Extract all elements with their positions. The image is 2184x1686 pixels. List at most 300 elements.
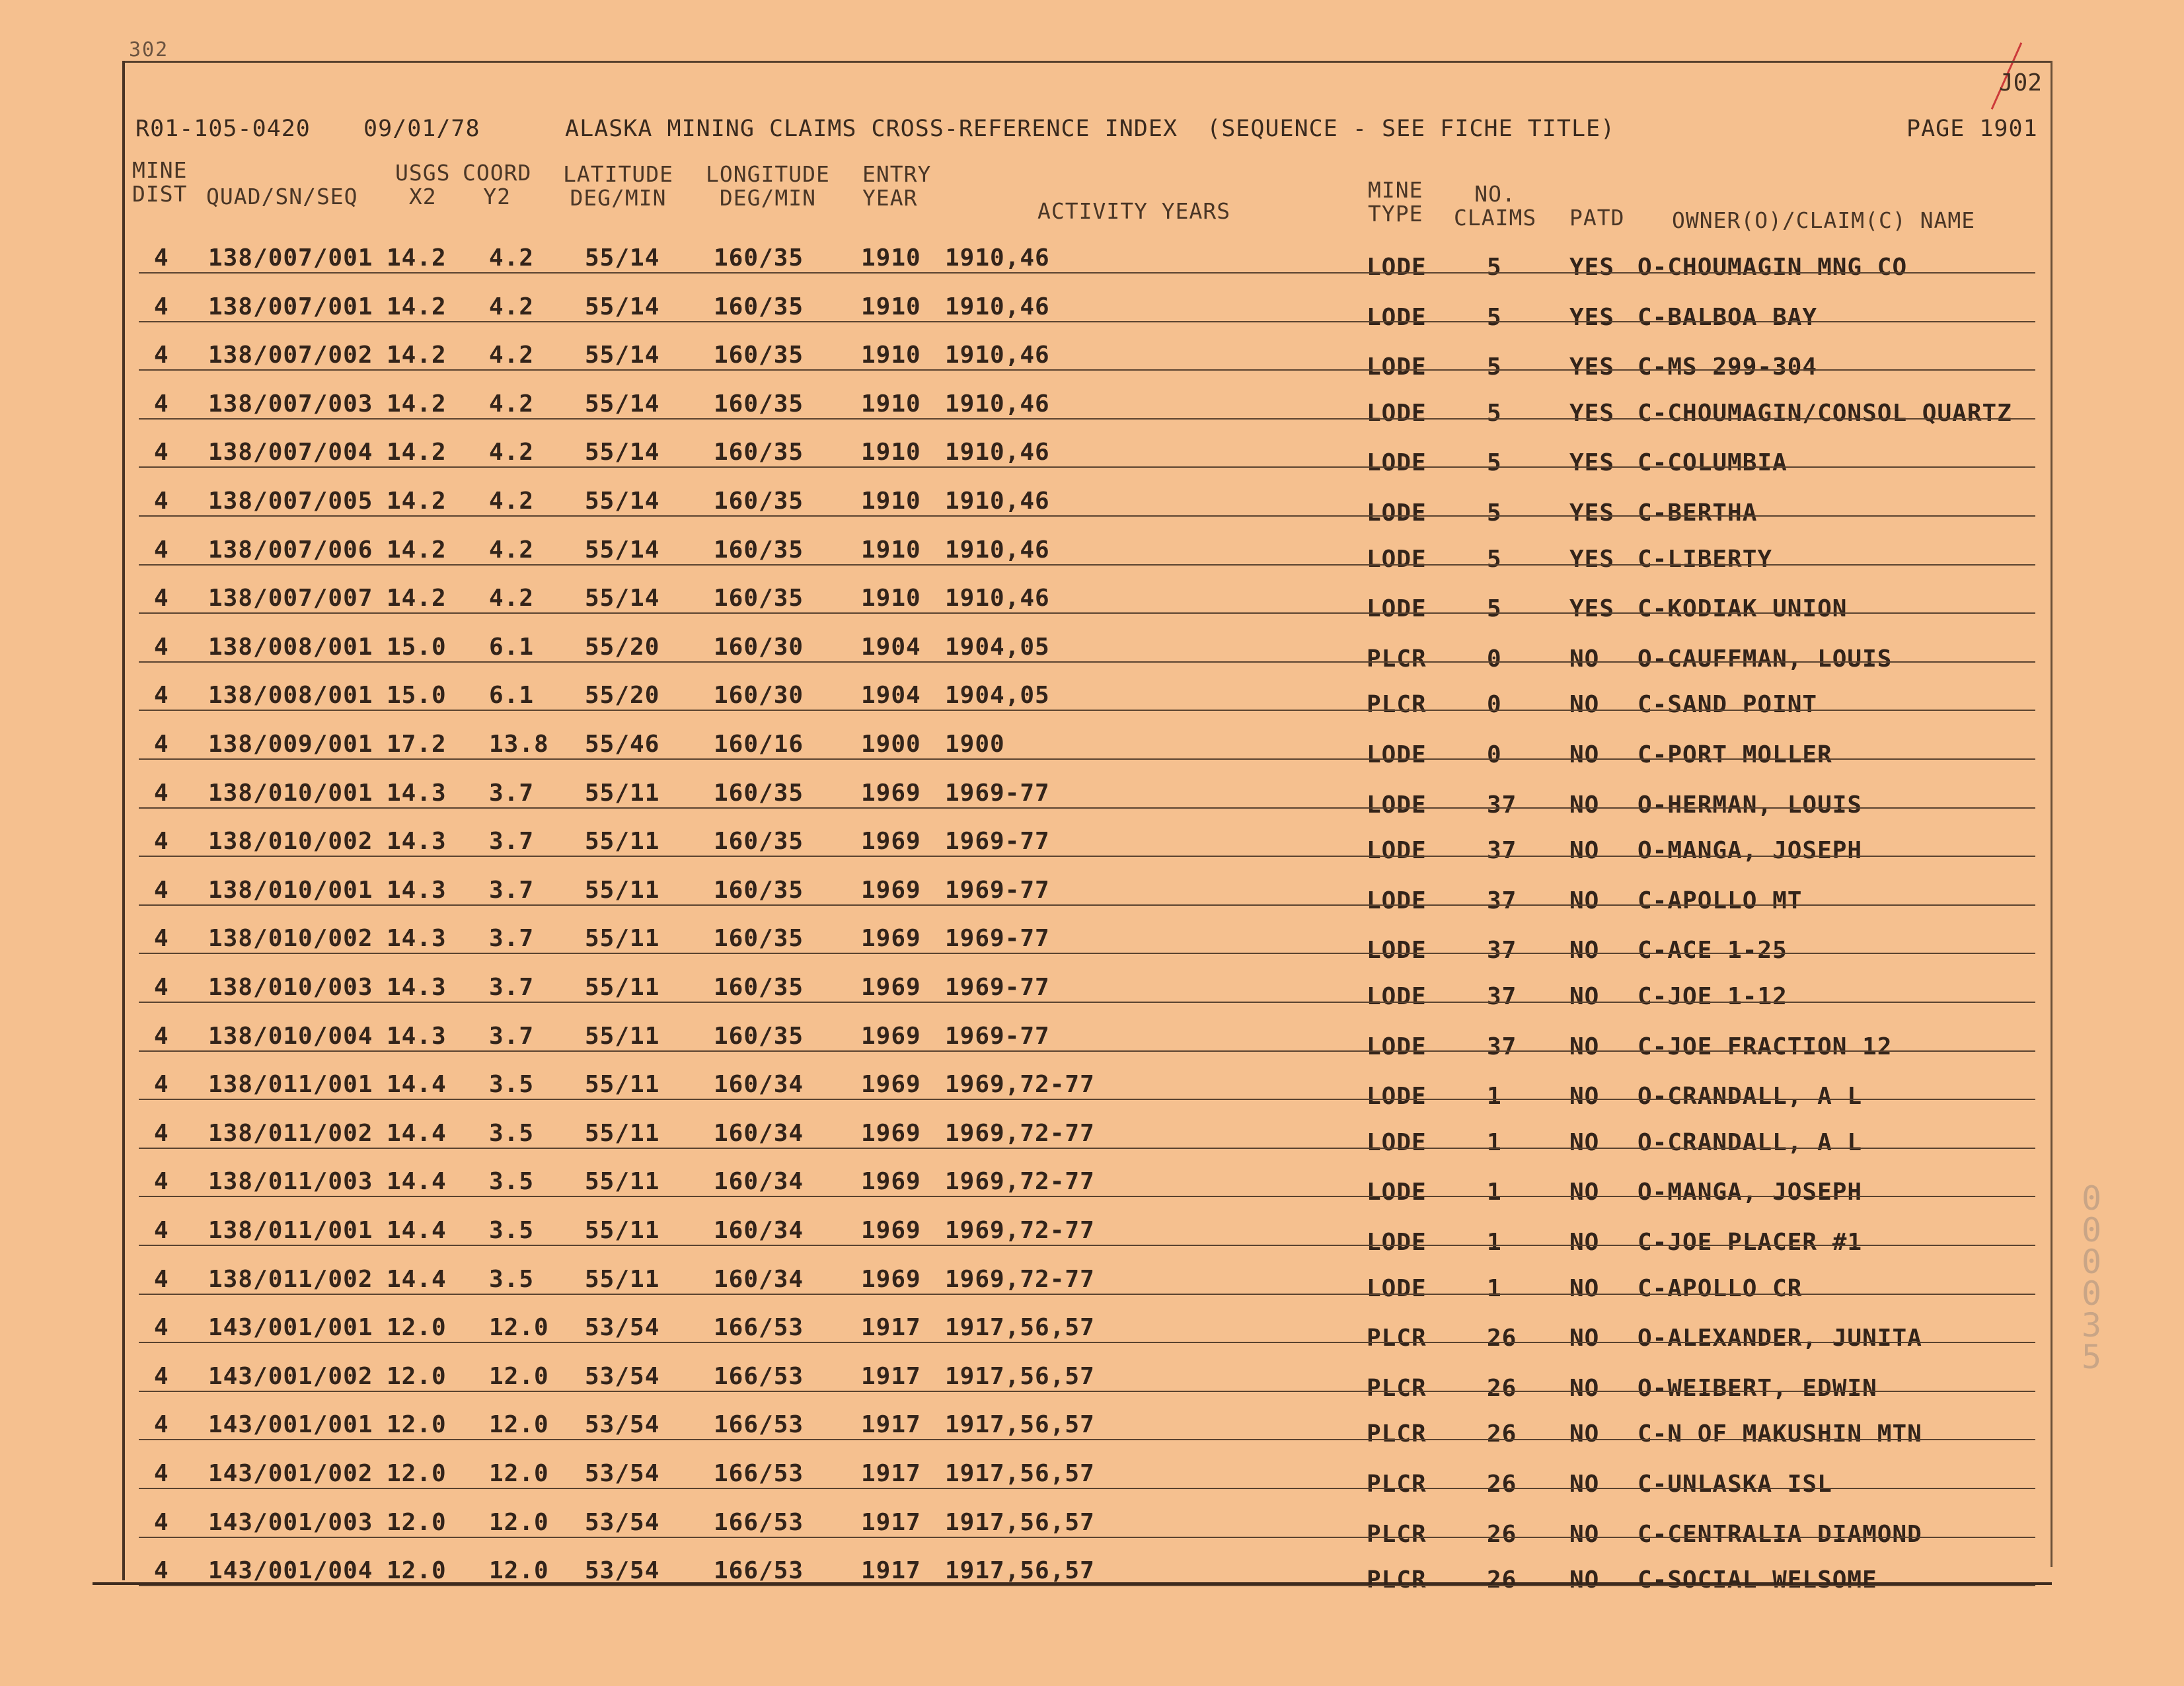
- cell-dist: 4: [154, 731, 169, 758]
- cell-name: C-N OF MAKUSHIN MTN: [1638, 1420, 1922, 1448]
- cell-dist: 4: [154, 293, 169, 320]
- table-row: [0, 1059, 2184, 1111]
- cell-activity: 1969-77: [945, 828, 1050, 856]
- table-row: [0, 573, 2184, 623]
- cell-patd: NO: [1569, 837, 1600, 865]
- cell-lon: 160/35: [714, 585, 804, 612]
- cell-lat: 55/14: [585, 585, 660, 612]
- cell-patd: NO: [1569, 887, 1600, 914]
- cell-lat: 55/11: [585, 1168, 660, 1196]
- cell-type: PLCR: [1367, 1325, 1427, 1352]
- cell-type: LODE: [1367, 1033, 1427, 1060]
- cell-quad: 143/001/004: [208, 1557, 373, 1585]
- cell-name: C-UNLASKA ISL: [1638, 1471, 1832, 1498]
- cell-y2: 3.7: [489, 1022, 535, 1050]
- cell-x2: 14.3: [387, 876, 447, 904]
- row-rule: [139, 1002, 2035, 1003]
- cell-patd: NO: [1569, 1229, 1600, 1256]
- cell-x2: 14.3: [387, 779, 447, 807]
- side-stamp-number: 000035: [2081, 1179, 2102, 1376]
- cell-dist: 4: [154, 682, 169, 710]
- cell-lat: 55/14: [585, 244, 660, 272]
- cell-name: C-ACE 1-25: [1638, 937, 1788, 965]
- cell-type: LODE: [1367, 399, 1427, 427]
- cell-lat: 53/54: [585, 1411, 660, 1439]
- cell-activity: 1969,72-77: [945, 1119, 1095, 1147]
- cell-x2: 14.4: [387, 1265, 447, 1293]
- cell-x2: 14.2: [387, 244, 447, 272]
- cell-quad: 138/010/004: [208, 1022, 373, 1050]
- cell-type: LODE: [1367, 1229, 1427, 1256]
- cell-quad: 138/010/001: [208, 779, 373, 807]
- cell-patd: YES: [1569, 254, 1615, 281]
- row-rule: [139, 1196, 2035, 1197]
- row-rule: [139, 272, 2035, 274]
- cell-activity: 1917,56,57: [945, 1508, 1095, 1536]
- cell-quad: 138/011/002: [208, 1119, 373, 1147]
- cell-name: C-KODIAK UNION: [1638, 595, 1848, 623]
- cell-patd: NO: [1569, 1179, 1600, 1206]
- report-id: R01-105-0420: [135, 116, 311, 142]
- table-row: [0, 281, 2184, 331]
- cell-claims: 37: [1487, 983, 1517, 1010]
- cell-quad: 143/001/002: [208, 1362, 373, 1390]
- cell-patd: YES: [1569, 449, 1615, 477]
- cell-claims: 1: [1487, 1229, 1502, 1256]
- cell-lon: 160/30: [714, 633, 804, 661]
- cell-entry: 1910: [861, 536, 921, 564]
- table-row: [0, 962, 2184, 1010]
- cell-name: O-CRANDALL, A L: [1638, 1128, 1863, 1156]
- cell-claims: 26: [1487, 1566, 1517, 1594]
- cell-lat: 53/54: [585, 1362, 660, 1390]
- table-row: [0, 865, 2184, 914]
- cell-patd: NO: [1569, 1471, 1600, 1498]
- cell-activity: 1910,46: [945, 293, 1050, 320]
- cell-activity: 1969-77: [945, 1022, 1050, 1050]
- cell-dist: 4: [154, 488, 169, 515]
- cell-dist: 4: [154, 342, 169, 369]
- cell-name: O-CAUFFMAN, LOUIS: [1638, 645, 1893, 673]
- col-longitude: LONGITUDE DEG/MIN: [706, 161, 830, 211]
- cell-x2: 15.0: [387, 682, 447, 710]
- cell-claims: 1: [1487, 1274, 1502, 1302]
- cell-type: PLCR: [1367, 645, 1427, 673]
- cell-y2: 4.2: [489, 390, 535, 418]
- cell-lon: 160/35: [714, 390, 804, 418]
- cell-dist: 4: [154, 1168, 169, 1196]
- cell-quad: 138/007/001: [208, 244, 373, 272]
- cell-lon: 160/35: [714, 779, 804, 807]
- cell-lon: 166/53: [714, 1460, 804, 1487]
- cell-lon: 160/34: [714, 1071, 804, 1099]
- cell-lon: 160/35: [714, 293, 804, 320]
- cell-claims: 37: [1487, 791, 1517, 819]
- cell-claims: 37: [1487, 837, 1517, 865]
- row-rule: [139, 1342, 2035, 1343]
- cell-x2: 14.4: [387, 1071, 447, 1099]
- cell-activity: 1910,46: [945, 488, 1050, 515]
- cell-name: C-SOCIAL WELSOME: [1638, 1566, 1877, 1594]
- cell-y2: 6.1: [489, 682, 535, 710]
- cell-claims: 5: [1487, 353, 1502, 381]
- cell-y2: 4.2: [489, 536, 535, 564]
- cell-name: O-WEIBERT, EDWIN: [1638, 1374, 1877, 1402]
- cell-activity: 1910,46: [945, 342, 1050, 369]
- cell-entry: 1969: [861, 779, 921, 807]
- cell-type: LODE: [1367, 353, 1427, 381]
- col-activity-years: ACTIVITY YEARS: [1037, 198, 1231, 224]
- cell-lon: 160/35: [714, 488, 804, 515]
- cell-y2: 3.7: [489, 828, 535, 856]
- row-rule: [139, 904, 2035, 906]
- cell-quad: 138/007/001: [208, 293, 373, 320]
- cell-claims: 5: [1487, 254, 1502, 281]
- cell-lat: 55/14: [585, 488, 660, 515]
- cell-entry: 1969: [861, 1265, 921, 1293]
- table-row: [0, 816, 2184, 865]
- cell-activity: 1910,46: [945, 244, 1050, 272]
- table-row: [0, 1302, 2184, 1352]
- cell-patd: NO: [1569, 983, 1600, 1010]
- cell-lat: 55/14: [585, 390, 660, 418]
- cell-claims: 5: [1487, 449, 1502, 477]
- cell-type: LODE: [1367, 937, 1427, 965]
- cell-entry: 1910: [861, 293, 921, 320]
- cell-lat: 55/11: [585, 876, 660, 904]
- table-row: [0, 719, 2184, 768]
- cell-lon: 160/34: [714, 1217, 804, 1244]
- cell-claims: 26: [1487, 1471, 1517, 1498]
- table-row: [0, 768, 2184, 819]
- cell-dist: 4: [154, 925, 169, 953]
- cell-lon: 160/35: [714, 439, 804, 466]
- cell-activity: 1910,46: [945, 390, 1050, 418]
- row-rule: [139, 1537, 2035, 1538]
- cell-activity: 1969,72-77: [945, 1217, 1095, 1244]
- column-headers: [0, 159, 2184, 231]
- cell-y2: 4.2: [489, 585, 535, 612]
- cell-y2: 12.0: [489, 1508, 549, 1536]
- cell-dist: 4: [154, 244, 169, 272]
- cell-lat: 55/14: [585, 342, 660, 369]
- cell-type: LODE: [1367, 449, 1427, 477]
- cell-lat: 55/46: [585, 731, 660, 758]
- cell-type: PLCR: [1367, 1520, 1427, 1548]
- row-rule: [139, 466, 2035, 468]
- cell-lat: 53/54: [585, 1508, 660, 1536]
- table-row: [0, 379, 2184, 427]
- cell-dist: 4: [154, 1557, 169, 1585]
- cell-lon: 166/53: [714, 1362, 804, 1390]
- cell-quad: 138/010/002: [208, 828, 373, 856]
- col-latitude: LATITUDE DEG/MIN: [563, 161, 673, 211]
- cell-x2: 14.4: [387, 1119, 447, 1147]
- cell-claims: 5: [1487, 595, 1502, 623]
- cell-entry: 1910: [861, 439, 921, 466]
- cell-lon: 160/34: [714, 1265, 804, 1293]
- cell-type: PLCR: [1367, 1374, 1427, 1402]
- cell-patd: NO: [1569, 791, 1600, 819]
- cell-lon: 160/35: [714, 342, 804, 369]
- cell-quad: 143/001/001: [208, 1314, 373, 1342]
- cell-dist: 4: [154, 536, 169, 564]
- cell-y2: 3.7: [489, 925, 535, 953]
- cell-activity: 1969-77: [945, 876, 1050, 904]
- cell-x2: 14.2: [387, 342, 447, 369]
- cell-patd: YES: [1569, 303, 1615, 331]
- cell-y2: 13.8: [489, 731, 549, 758]
- table-row: [0, 1351, 2184, 1402]
- cell-x2: 14.3: [387, 1022, 447, 1050]
- cell-y2: 12.0: [489, 1362, 549, 1390]
- col-patd: PATD: [1569, 205, 1625, 231]
- table-row: [0, 1108, 2184, 1156]
- cell-x2: 15.0: [387, 633, 447, 661]
- cell-dist: 4: [154, 1508, 169, 1536]
- cell-lat: 55/14: [585, 293, 660, 320]
- cell-claims: 37: [1487, 1033, 1517, 1060]
- cell-patd: YES: [1569, 595, 1615, 623]
- cell-lat: 55/11: [585, 1071, 660, 1099]
- cell-type: PLCR: [1367, 1566, 1427, 1594]
- cell-lat: 55/11: [585, 974, 660, 1001]
- cell-dist: 4: [154, 585, 169, 612]
- cell-entry: 1910: [861, 342, 921, 369]
- cell-entry: 1910: [861, 390, 921, 418]
- cell-dist: 4: [154, 876, 169, 904]
- cell-y2: 3.5: [489, 1119, 535, 1147]
- cell-y2: 3.5: [489, 1217, 535, 1244]
- cell-patd: NO: [1569, 1566, 1600, 1594]
- cell-lat: 55/20: [585, 682, 660, 710]
- cell-type: LODE: [1367, 595, 1427, 623]
- col-entry-year: ENTRY YEAR: [862, 161, 932, 211]
- cell-dist: 4: [154, 1411, 169, 1439]
- cell-activity: 1917,56,57: [945, 1411, 1095, 1439]
- cell-type: LODE: [1367, 741, 1427, 768]
- row-rule: [139, 515, 2035, 517]
- row-rule: [139, 807, 2035, 809]
- cell-claims: 5: [1487, 545, 1502, 573]
- cell-claims: 26: [1487, 1520, 1517, 1548]
- cell-name: C-MS 299-304: [1638, 353, 1818, 381]
- cell-y2: 12.0: [489, 1460, 549, 1487]
- cell-patd: YES: [1569, 545, 1615, 573]
- cell-x2: 12.0: [387, 1460, 447, 1487]
- cell-patd: NO: [1569, 691, 1600, 719]
- col-no-claims: NO. CLAIMS: [1454, 181, 1537, 231]
- table-row: [0, 427, 2184, 477]
- cell-claims: 1: [1487, 1179, 1502, 1206]
- cell-entry: 1969: [861, 1119, 921, 1147]
- cell-name: O-MANGA, JOSEPH: [1638, 837, 1863, 865]
- cell-type: LODE: [1367, 1274, 1427, 1302]
- fiche-code: J02: [1999, 69, 2043, 96]
- cell-quad: 138/007/002: [208, 342, 373, 369]
- cell-quad: 138/007/004: [208, 439, 373, 466]
- cell-entry: 1910: [861, 488, 921, 515]
- cell-dist: 4: [154, 1119, 169, 1147]
- cell-name: O-CRANDALL, A L: [1638, 1083, 1863, 1111]
- row-rule: [139, 1050, 2035, 1052]
- cell-type: LODE: [1367, 837, 1427, 865]
- cell-lon: 166/53: [714, 1314, 804, 1342]
- cell-type: PLCR: [1367, 691, 1427, 719]
- cell-name: C-PORT MOLLER: [1638, 741, 1832, 768]
- row-rule: [139, 1294, 2035, 1295]
- cell-quad: 138/011/001: [208, 1071, 373, 1099]
- row-rule: [139, 612, 2035, 614]
- cell-activity: 1917,56,57: [945, 1460, 1095, 1487]
- row-rule: [139, 661, 2035, 663]
- cell-y2: 4.2: [489, 439, 535, 466]
- cell-lat: 55/11: [585, 1265, 660, 1293]
- cell-name: C-LIBERTY: [1638, 545, 1773, 573]
- cell-claims: 1: [1487, 1083, 1502, 1111]
- cell-entry: 1969: [861, 1022, 921, 1050]
- cell-lon: 160/35: [714, 244, 804, 272]
- cell-lon: 160/35: [714, 974, 804, 1001]
- cell-activity: 1969,72-77: [945, 1168, 1095, 1196]
- cell-y2: 3.5: [489, 1071, 535, 1099]
- cell-x2: 14.2: [387, 585, 447, 612]
- cell-y2: 12.0: [489, 1557, 549, 1585]
- cell-type: LODE: [1367, 499, 1427, 527]
- page-number: PAGE 1901: [1906, 116, 2038, 142]
- cell-activity: 1910,46: [945, 439, 1050, 466]
- table-row: [0, 233, 2184, 281]
- row-rule: [139, 369, 2035, 371]
- cell-lon: 160/35: [714, 876, 804, 904]
- report-date: 09/01/78: [363, 116, 480, 142]
- cell-entry: 1904: [861, 633, 921, 661]
- cell-x2: 12.0: [387, 1411, 447, 1439]
- cell-type: LODE: [1367, 791, 1427, 819]
- cell-type: LODE: [1367, 983, 1427, 1010]
- cell-dist: 4: [154, 1265, 169, 1293]
- cell-type: PLCR: [1367, 1420, 1427, 1448]
- corner-mark: 302: [129, 38, 169, 61]
- row-rule: [139, 1585, 2035, 1586]
- cell-entry: 1969: [861, 1071, 921, 1099]
- cell-y2: 4.2: [489, 244, 535, 272]
- cell-quad: 143/001/001: [208, 1411, 373, 1439]
- cell-patd: NO: [1569, 1325, 1600, 1352]
- cell-y2: 12.0: [489, 1314, 549, 1342]
- cell-patd: NO: [1569, 1374, 1600, 1402]
- row-rule: [139, 1148, 2035, 1149]
- cell-name: C-COLUMBIA: [1638, 449, 1788, 477]
- cell-entry: 1917: [861, 1508, 921, 1536]
- cell-activity: 1910,46: [945, 536, 1050, 564]
- row-rule: [139, 710, 2035, 711]
- cell-dist: 4: [154, 1217, 169, 1244]
- col-owner-claim-name: OWNER(O)/CLAIM(C) NAME: [1672, 207, 1976, 233]
- cell-lon: 160/35: [714, 536, 804, 564]
- cell-y2: 3.7: [489, 974, 535, 1001]
- table-row: [0, 913, 2184, 965]
- table-row: [0, 476, 2184, 527]
- table-row: [0, 1545, 2184, 1594]
- cell-name: O-ALEXANDER, JUNITA: [1638, 1325, 1922, 1352]
- cell-type: LODE: [1367, 303, 1427, 331]
- cell-entry: 1904: [861, 682, 921, 710]
- table-row: [0, 670, 2184, 719]
- cell-y2: 3.5: [489, 1168, 535, 1196]
- row-rule: [139, 1245, 2035, 1246]
- cell-name: C-SAND POINT: [1638, 691, 1818, 719]
- cell-lat: 55/11: [585, 828, 660, 856]
- table-row: [0, 1448, 2184, 1498]
- cell-y2: 12.0: [489, 1411, 549, 1439]
- cell-dist: 4: [154, 1460, 169, 1487]
- table-row: [0, 330, 2184, 381]
- cell-entry: 1917: [861, 1362, 921, 1390]
- cell-quad: 138/008/001: [208, 682, 373, 710]
- cell-dist: 4: [154, 439, 169, 466]
- cell-claims: 1: [1487, 1128, 1502, 1156]
- cell-entry: 1969: [861, 828, 921, 856]
- cell-x2: 14.4: [387, 1168, 447, 1196]
- cell-claims: 26: [1487, 1420, 1517, 1448]
- cell-name: C-APOLLO CR: [1638, 1274, 1803, 1302]
- cell-patd: NO: [1569, 1420, 1600, 1448]
- row-rule: [139, 1488, 2035, 1489]
- cell-patd: NO: [1569, 1083, 1600, 1111]
- cell-claims: 37: [1487, 937, 1517, 965]
- cell-lat: 53/54: [585, 1460, 660, 1487]
- table-row: [0, 1156, 2184, 1206]
- cell-patd: NO: [1569, 1033, 1600, 1060]
- cell-lon: 160/35: [714, 828, 804, 856]
- cell-name: C-JOE FRACTION 12: [1638, 1033, 1893, 1060]
- cell-quad: 138/007/003: [208, 390, 373, 418]
- cell-name: C-JOE 1-12: [1638, 983, 1788, 1010]
- cell-type: LODE: [1367, 1179, 1427, 1206]
- cell-y2: 4.2: [489, 488, 535, 515]
- row-rule: [139, 758, 2035, 760]
- cell-entry: 1900: [861, 731, 921, 758]
- cell-patd: NO: [1569, 741, 1600, 768]
- cell-quad: 138/010/001: [208, 876, 373, 904]
- cell-activity: 1917,56,57: [945, 1557, 1095, 1585]
- cell-quad: 138/011/002: [208, 1265, 373, 1293]
- col-coord-y2: COORD Y2: [463, 160, 532, 209]
- cell-lon: 166/53: [714, 1557, 804, 1585]
- cell-x2: 12.0: [387, 1314, 447, 1342]
- cell-entry: 1917: [861, 1557, 921, 1585]
- col-quad-sn-seq: QUAD/SN/SEQ: [206, 184, 358, 209]
- cell-lat: 55/11: [585, 1217, 660, 1244]
- cell-type: LODE: [1367, 887, 1427, 914]
- cell-lat: 55/11: [585, 779, 660, 807]
- cell-activity: 1969-77: [945, 779, 1050, 807]
- cell-patd: NO: [1569, 1128, 1600, 1156]
- cell-activity: 1904,05: [945, 682, 1050, 710]
- cell-x2: 14.2: [387, 390, 447, 418]
- cell-patd: NO: [1569, 1274, 1600, 1302]
- cell-patd: NO: [1569, 645, 1600, 673]
- cell-name: O-HERMAN, LOUIS: [1638, 791, 1863, 819]
- cell-claims: 5: [1487, 399, 1502, 427]
- col-usgs-x2: USGS X2: [395, 160, 451, 209]
- cell-entry: 1910: [861, 244, 921, 272]
- cell-lon: 160/34: [714, 1119, 804, 1147]
- cell-y2: 3.7: [489, 779, 535, 807]
- cell-entry: 1969: [861, 925, 921, 953]
- report-title: ALASKA MINING CLAIMS CROSS-REFERENCE INDEX (SEQUENCE - SEE FICHE TITLE): [565, 116, 1616, 142]
